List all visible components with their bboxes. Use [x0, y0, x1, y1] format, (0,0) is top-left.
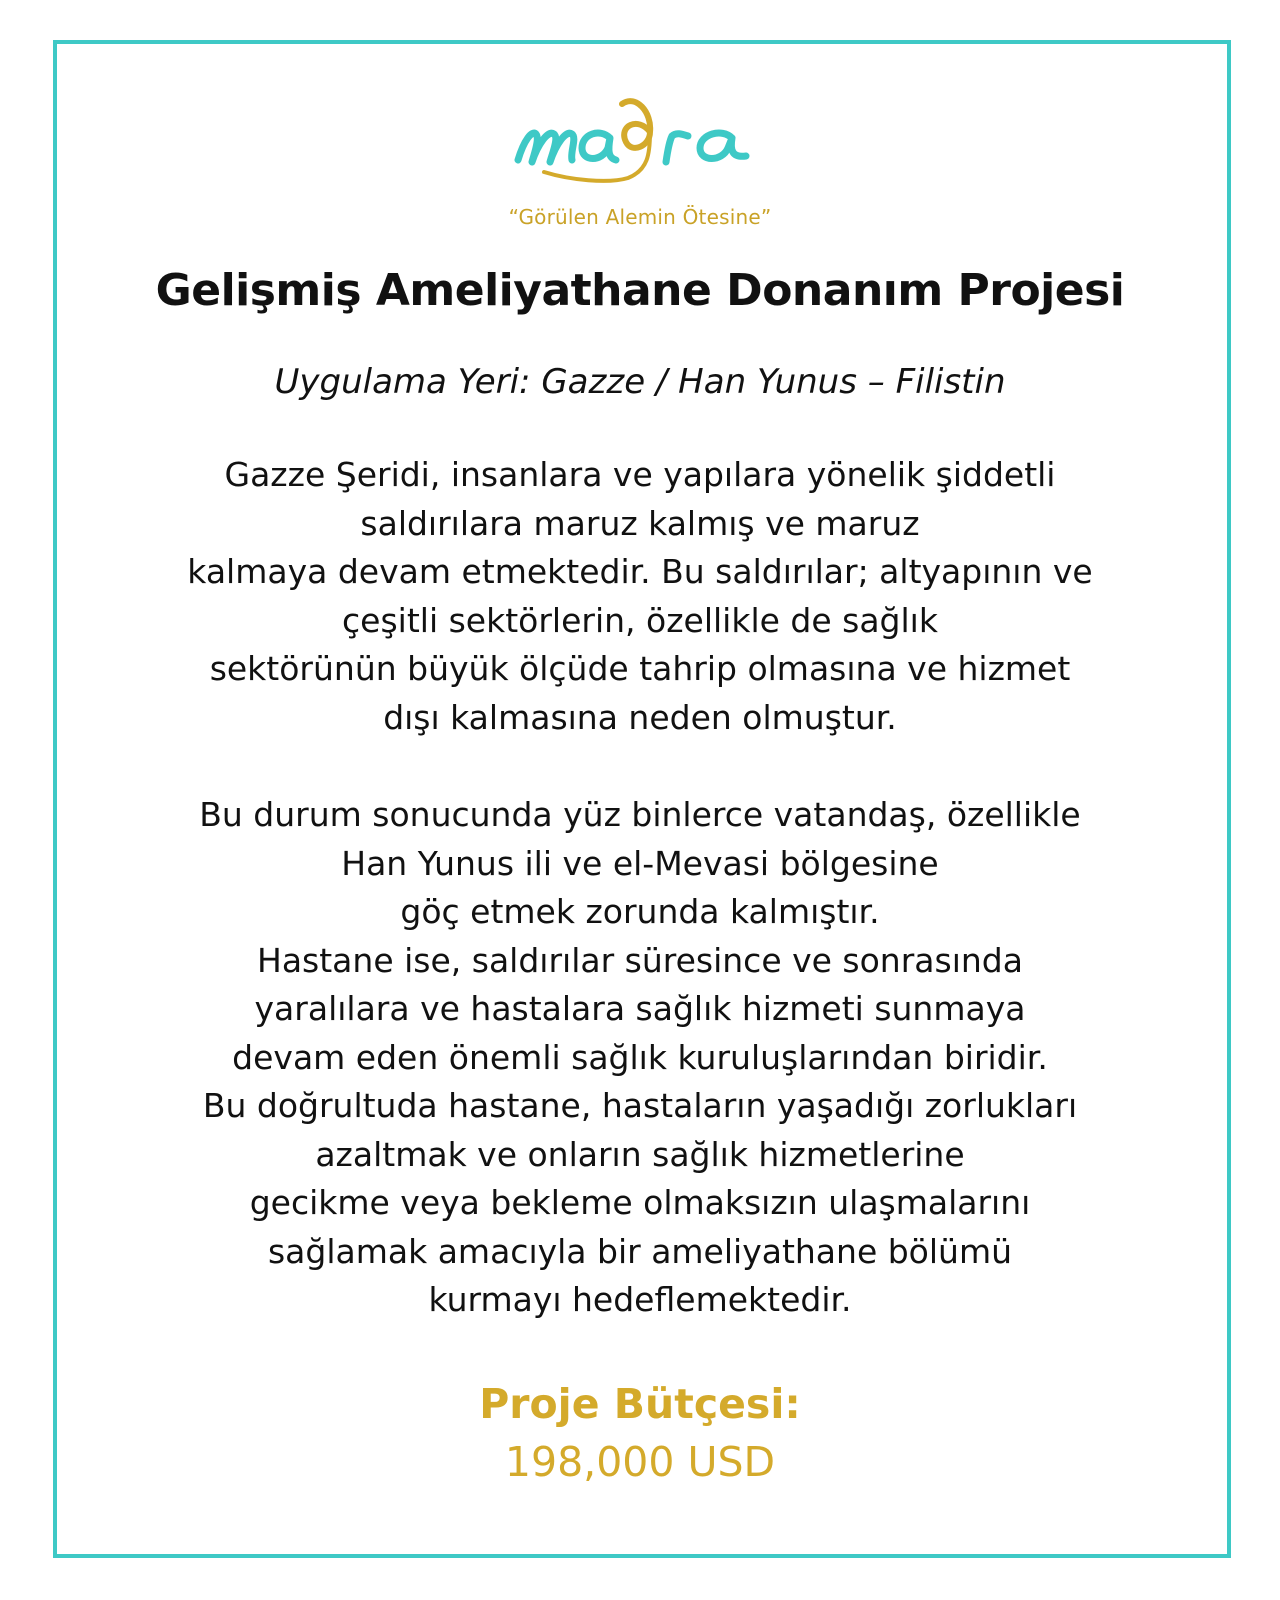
budget-value: 198,000 USD	[504, 1438, 776, 1486]
paragraph-line: çeşitli sektörlerin, özellikle de sağlık	[342, 600, 938, 640]
paragraph-line: Bu doğrultuda hastane, hastaların yaşadığı zorlukları	[202, 1086, 1078, 1125]
paragraph-line: azaltmak ve onların sağlık hizmetlerine	[315, 1134, 965, 1174]
magra-logo-icon	[510, 82, 770, 192]
project-location: Uygulama Yeri: Gazze / Han Yunus – Filistin	[274, 362, 1006, 402]
paragraph-line: gecikme veya bekleme olmaksızın ulaşmalarını	[249, 1183, 1031, 1222]
paragraph-line: dışı kalmasına neden olmuştur.	[383, 697, 897, 737]
description-paragraph-2	[0, 791, 1280, 1325]
paragraph-line: yaralılara ve hastalara sağlık hizmeti sunmaya	[254, 989, 1026, 1028]
paragraph-line: Bu durum sonucunda yüz binlerce vatandaş, özellikle	[199, 795, 1081, 834]
description-paragraph-1	[0, 451, 1280, 742]
paragraph-line: Han Yunus ili ve el-Mevasi bölgesine	[341, 843, 939, 883]
paragraph-line: sektörünün büyük ölçüde tahrip olmasına ve hizmet	[209, 649, 1071, 688]
paragraph-line: kalmaya devam etmektedir. Bu saldırılar; altyapının ve	[187, 552, 1093, 591]
paragraph-line: devam eden önemli sağlık kuruluşlarından biridir.	[232, 1037, 1048, 1077]
paragraph-line: Hastane ise, saldırılar süresince ve sonrasında	[257, 940, 1023, 980]
page-title: Gelişmiş Ameliyathane Donanım Projesi	[155, 265, 1125, 316]
paragraph-line: saldırılara maruz kalmış ve maruz	[360, 503, 920, 543]
brand-logo	[0, 82, 1280, 192]
paragraph-line: göç etmek zorunda kalmıştır.	[400, 892, 880, 931]
paragraph-line: kurmayı hedeflemektedir.	[428, 1280, 852, 1319]
paragraph-line: Gazze Şeridi, insanlara ve yapılara yönelik şiddetli	[224, 455, 1056, 494]
budget-label: Proje Bütçesi:	[479, 1380, 801, 1428]
logo-tagline: “Görülen Alemin Ötesine”	[508, 205, 772, 229]
paragraph-line: sağlamak amacıyla bir ameliyathane bölümü	[267, 1231, 1013, 1271]
